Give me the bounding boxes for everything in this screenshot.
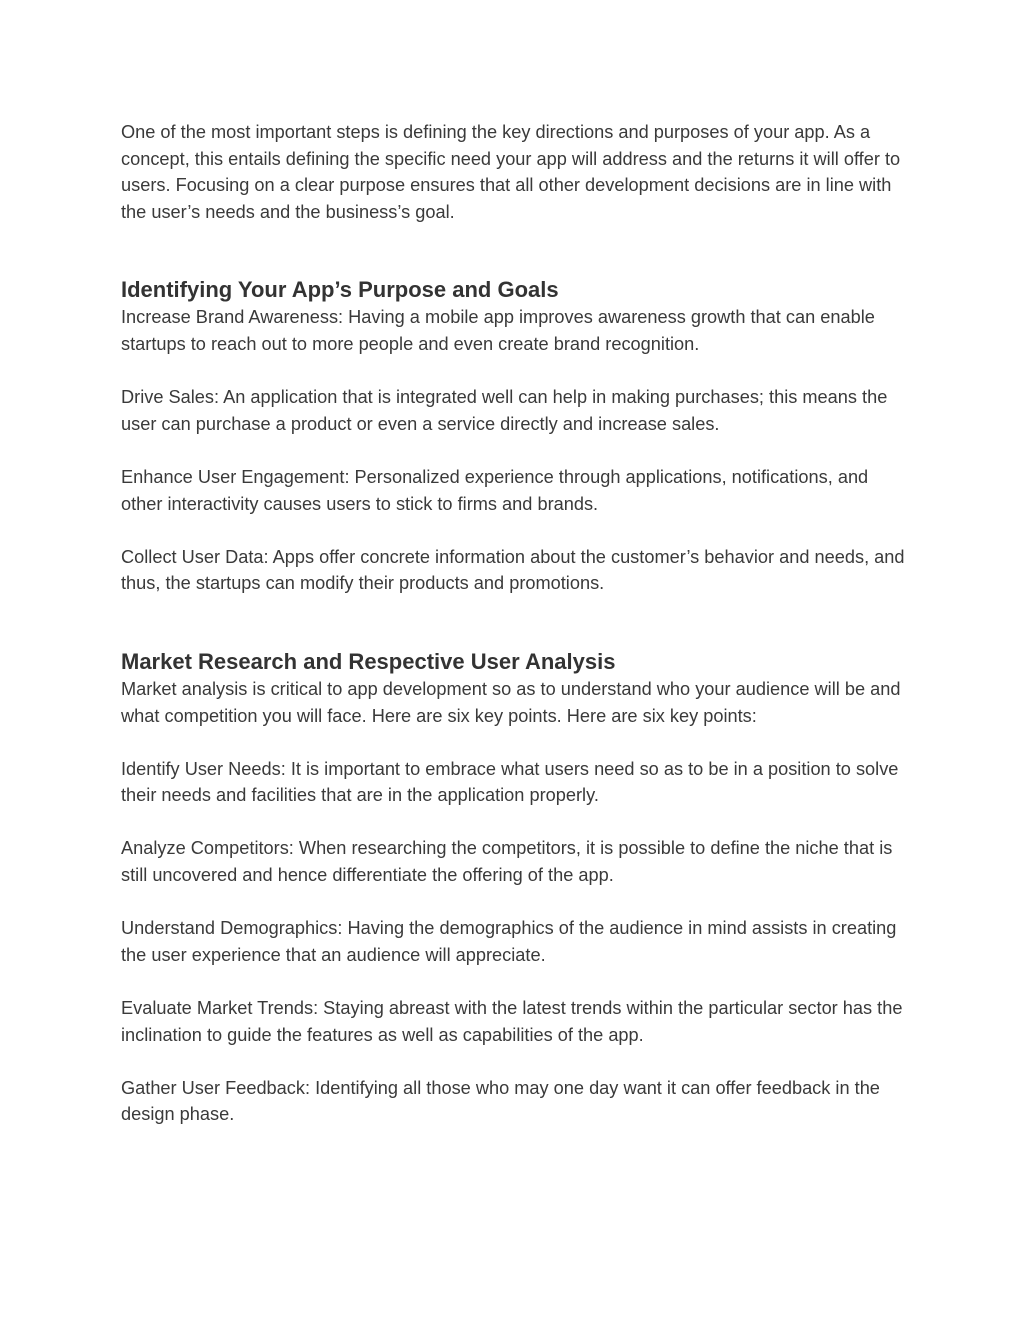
paragraph-market-analysis: Market analysis is critical to app development so as to understand who your audience will be and what competition you will face. Here are six key points. Here are six key points: xyxy=(121,678,901,726)
paragraph-demographics: Understand Demographics: Having the demographics of the audience in mind assists in creating the user experience that an audience will appreciate. xyxy=(121,918,897,965)
paragraph-user-feedback: Gather User Feedback: Identifying all those who may one day want it can offer feedback in the design phase. xyxy=(121,1077,880,1125)
section-market-research xyxy=(121,647,911,1128)
paragraph-user-engagement: Enhance User Engagement: Personalized experience through applications, notifications, and other interactivity causes users to stick to firms and brands. xyxy=(121,466,869,514)
paragraph-competitors: Analyze Competitors: When researching the competitors, it is possible to define the niche that is still uncovered and hence differentiate the offering of the app. xyxy=(121,838,893,886)
section-heading: Market Research and Respective User Analysis xyxy=(121,648,616,674)
section-heading: Identifying Your App’s Purpose and Goals xyxy=(121,277,559,303)
document-page xyxy=(121,119,911,1128)
paragraph-user-needs: Identify User Needs: It is important to embrace what users need so as to be in a position to solve their needs and facilities that are in the application properly. xyxy=(121,758,899,806)
paragraph-market-trends: Evaluate Market Trends: Staying abreast with the latest trends within the particular sector has the inclination to guide the features as well as capabilities of the app. xyxy=(121,998,903,1045)
paragraph-drive-sales: Drive Sales: An application that is integrated well can help in making purchases; this means the user can purchase a product or even a service directly and increase sales. xyxy=(121,387,888,434)
paragraph-brand-awareness: Increase Brand Awareness: Having a mobile app improves awareness growth that can enable startups to reach out to more people and even create brand recognition. xyxy=(121,307,875,354)
section-purpose-goals xyxy=(121,275,911,597)
paragraph-collect-data: Collect User Data: Apps offer concrete information about the customer’s behavior and needs, and thus, the startups can modify their products and promotions. xyxy=(121,546,905,594)
intro-paragraph: One of the most important steps is defining the key directions and purposes of your app. As a concept, this entails defining the specific need your app will address and the returns it will offer to users. Focusing on a clear purpose ensures that all other development decisions are in line with the user’s needs and the business’s goal. xyxy=(121,122,901,222)
